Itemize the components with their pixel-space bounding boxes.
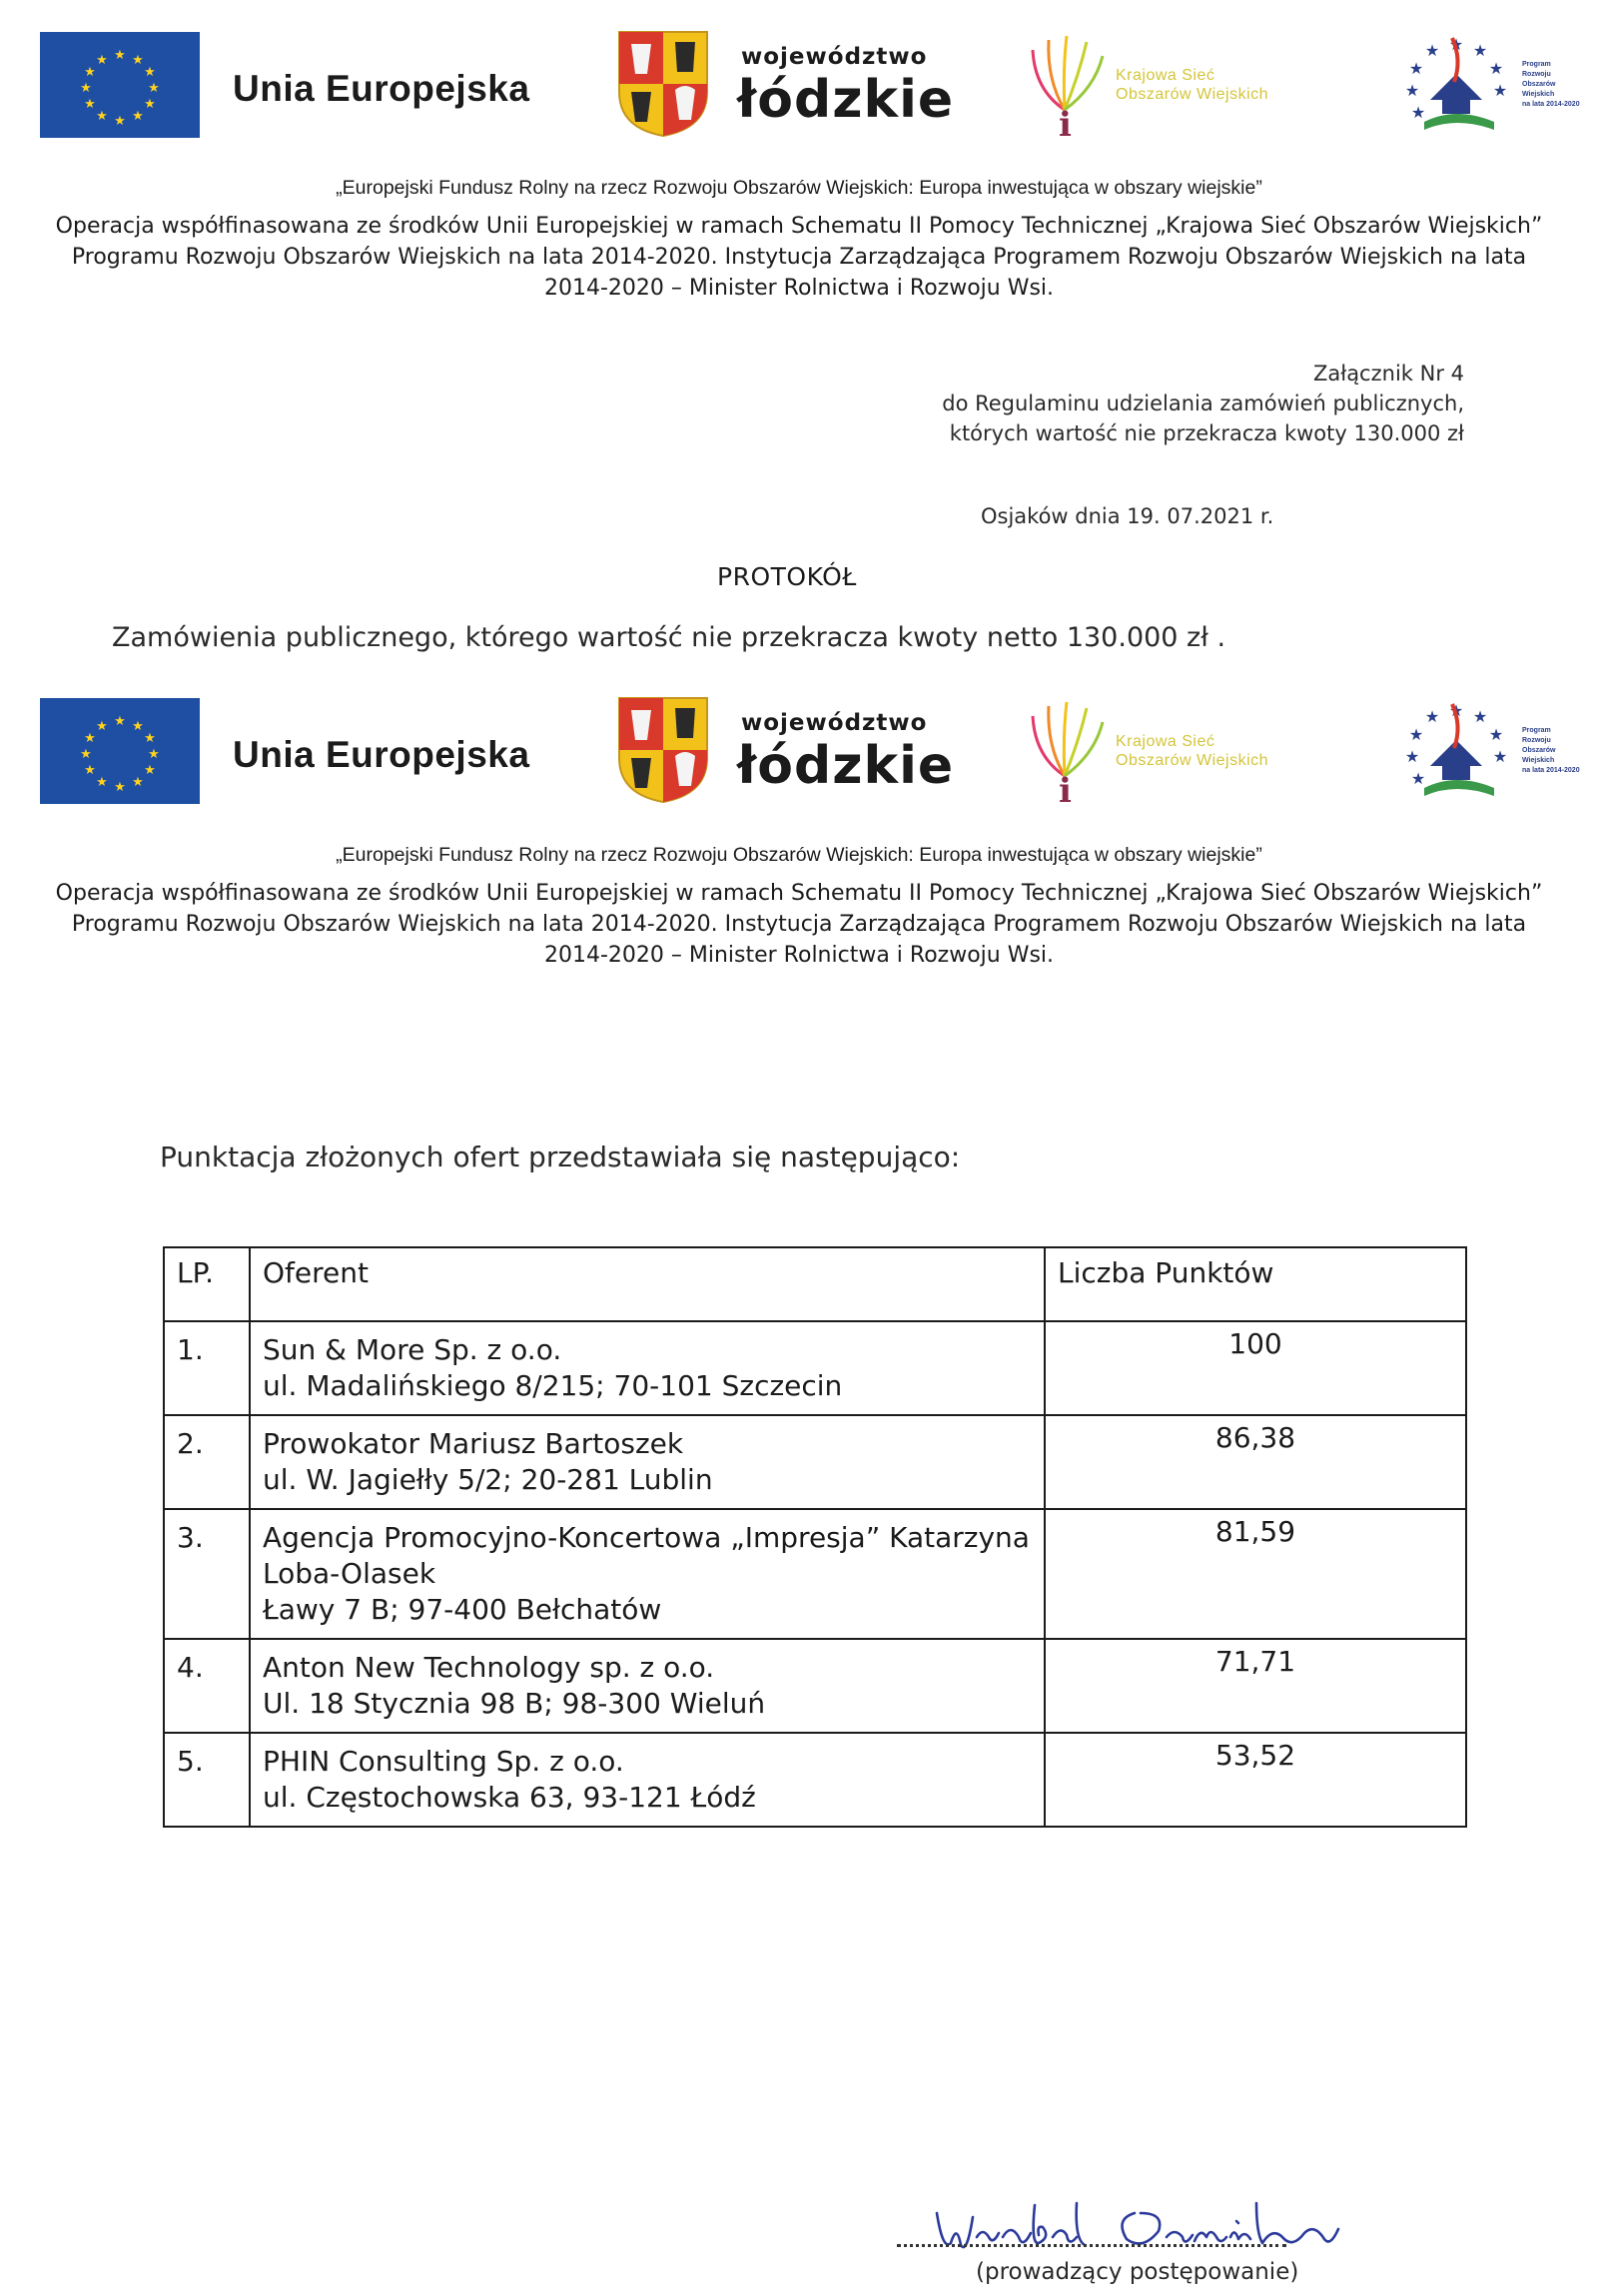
logo-strip-second xyxy=(0,696,1598,826)
row-lp: 1. xyxy=(164,1321,250,1415)
signature-line xyxy=(897,2244,1286,2247)
svg-text:★: ★ xyxy=(84,65,96,80)
svg-text:★: ★ xyxy=(144,65,156,80)
oferent-name-cont: Loba-Olasek xyxy=(263,1557,436,1590)
oferent-name: Prowokator Mariusz Bartoszek xyxy=(263,1427,684,1460)
oferent-name: PHIN Consulting Sp. z o.o. xyxy=(263,1745,624,1778)
row-points: 86,38 xyxy=(1045,1415,1466,1509)
oferent-address: Ławy 7 B; 97-400 Bełchatów xyxy=(263,1593,662,1626)
svg-text:★: ★ xyxy=(148,81,160,96)
svg-text:★: ★ xyxy=(1424,41,1440,60)
svg-text:★: ★ xyxy=(132,775,144,790)
svg-text:★: ★ xyxy=(1424,707,1440,726)
svg-text:★: ★ xyxy=(144,731,156,746)
place-date: Osjaków dnia 19. 07.2021 r. xyxy=(981,504,1274,528)
svg-text:★: ★ xyxy=(144,763,156,778)
svg-text:★: ★ xyxy=(84,731,96,746)
col-header-lp: LP. xyxy=(164,1247,250,1321)
oferent-name: Anton New Technology sp. z o.o. xyxy=(263,1651,715,1684)
svg-text:★: ★ xyxy=(84,97,96,112)
svg-text:★: ★ xyxy=(84,763,96,778)
table-row xyxy=(164,1415,1466,1509)
svg-text:★: ★ xyxy=(1404,81,1420,100)
svg-text:★: ★ xyxy=(132,109,144,124)
document-title: PROTOKÓŁ xyxy=(717,562,857,591)
svg-text:★: ★ xyxy=(1492,747,1508,766)
svg-text:★: ★ xyxy=(1448,701,1464,720)
row-oferent xyxy=(250,1321,1045,1415)
svg-text:★: ★ xyxy=(1408,725,1424,744)
annex-line-3: których wartość nie przekracza kwoty 130.000 zł xyxy=(949,421,1464,445)
region-small-label: województwo xyxy=(741,710,928,736)
svg-text:★: ★ xyxy=(96,775,108,790)
svg-text:★: ★ xyxy=(114,48,126,63)
svg-text:★: ★ xyxy=(114,780,126,795)
prow-label: Program Rozwoju Obszarów Wiejskich na lata 2014-2020 xyxy=(1522,727,1580,774)
col-header-oferent: Oferent xyxy=(250,1247,1045,1321)
row-points: 71,71 xyxy=(1045,1639,1466,1733)
offers-table xyxy=(163,1246,1467,1828)
annex-block xyxy=(942,359,1464,448)
ksow-label: Krajowa Sieć Obszarów Wiejskich xyxy=(1116,67,1269,103)
svg-text:★: ★ xyxy=(1404,747,1420,766)
svg-text:★: ★ xyxy=(1408,59,1424,78)
ksow-label: Krajowa Sieć Obszarów Wiejskich xyxy=(1116,733,1269,769)
svg-text:★: ★ xyxy=(1472,41,1488,60)
row-oferent xyxy=(250,1639,1045,1733)
svg-text:★: ★ xyxy=(80,81,92,96)
eu-flag-icon xyxy=(40,698,200,804)
prow-logo-icon xyxy=(1396,696,1516,808)
row-lp: 2. xyxy=(164,1415,250,1509)
svg-text:★: ★ xyxy=(1488,725,1504,744)
operation-statement: Operacja współfinasowana ze środków Unii Europejskiej w ramach Schematu II Pomocy Technicznej „Krajowa Sieć Obszarów Wiejskich” Programu Rozwoju Obszarów Wiejskich na lata 2014-2020. Instytucja Zarządzająca Programem Rozwoju Obszarów Wiejskich na lata 2014-2020 – Minister Rolnictwa i Rozwoju Wsi. xyxy=(55,214,1543,301)
fund-motto: „Europejski Fundusz Rolny na rzecz Rozwoju Obszarów Wiejskich: Europa inwestująca w obszary wiejskie” xyxy=(336,844,1262,866)
region-small-label: województwo xyxy=(741,44,928,70)
scoring-intro: Punktacja złożonych ofert przedstawiała się następująco: xyxy=(160,1141,961,1173)
col-header-points: Liczba Punktów xyxy=(1045,1247,1466,1321)
row-lp: 3. xyxy=(164,1509,250,1639)
oferent-address: ul. W. Jagiełły 5/2; 20-281 Lublin xyxy=(263,1463,713,1496)
svg-text:★: ★ xyxy=(132,719,144,734)
row-oferent xyxy=(250,1509,1045,1639)
svg-text:★: ★ xyxy=(80,747,92,762)
row-lp: 5. xyxy=(164,1733,250,1827)
svg-text:★: ★ xyxy=(1448,35,1464,54)
signature-caption: (prowadzący postępowanie) xyxy=(976,2259,1299,2285)
table-row xyxy=(164,1321,1466,1415)
row-points: 81,59 xyxy=(1045,1509,1466,1639)
lodzkie-crest-icon xyxy=(617,696,709,804)
lodzkie-crest-icon xyxy=(617,30,709,138)
svg-text:★: ★ xyxy=(96,53,108,68)
annex-line-1: Załącznik Nr 4 xyxy=(1312,362,1464,385)
handwritten-signature xyxy=(927,2193,1346,2263)
table-row xyxy=(164,1733,1466,1827)
svg-text:★: ★ xyxy=(144,97,156,112)
prow-label: Program Rozwoju Obszarów Wiejskich na lata 2014-2020 xyxy=(1522,61,1580,108)
eu-label: Unia Europejska xyxy=(233,68,530,109)
svg-text:★: ★ xyxy=(114,714,126,729)
svg-text:★: ★ xyxy=(132,53,144,68)
annex-line-2: do Regulaminu udzielania zamówień publicznych, xyxy=(942,391,1464,415)
row-lp: 4. xyxy=(164,1639,250,1733)
region-big-label: łódzkie xyxy=(737,736,955,796)
row-points: 100 xyxy=(1045,1321,1466,1415)
fund-motto: „Europejski Fundusz Rolny na rzecz Rozwoju Obszarów Wiejskich: Europa inwestująca w obszary wiejskie” xyxy=(336,177,1262,199)
oferent-address: Ul. 18 Stycznia 98 B; 98-300 Wieluń xyxy=(263,1687,766,1720)
eu-label: Unia Europejska xyxy=(233,734,530,775)
table-row xyxy=(164,1509,1466,1639)
svg-text:★: ★ xyxy=(148,747,160,762)
logo-strip-top xyxy=(0,30,1598,160)
eu-flag-icon xyxy=(40,32,200,138)
svg-text:★: ★ xyxy=(96,109,108,124)
svg-text:★: ★ xyxy=(1492,81,1508,100)
svg-text:★: ★ xyxy=(1410,103,1426,122)
svg-text:★: ★ xyxy=(114,114,126,129)
svg-text:★: ★ xyxy=(1472,707,1488,726)
oferent-address: ul. Madalińskiego 8/215; 70-101 Szczecin xyxy=(263,1369,843,1402)
table-row xyxy=(164,1639,1466,1733)
svg-text:★: ★ xyxy=(96,719,108,734)
table-header-row xyxy=(164,1247,1466,1321)
ksow-logo-icon xyxy=(1015,30,1115,140)
row-oferent xyxy=(250,1733,1045,1827)
document-subtitle: Zamówienia publicznego, którego wartość nie przekracza kwoty netto 130.000 zł . xyxy=(112,622,1226,653)
ksow-logo-icon xyxy=(1015,696,1115,806)
row-points: 53,52 xyxy=(1045,1733,1466,1827)
oferent-name: Sun & More Sp. z o.o. xyxy=(263,1333,562,1366)
svg-text:★: ★ xyxy=(1488,59,1504,78)
prow-logo-icon xyxy=(1396,30,1516,142)
region-big-label: łódzkie xyxy=(737,70,955,130)
row-oferent xyxy=(250,1415,1045,1509)
operation-statement: Operacja współfinasowana ze środków Unii Europejskiej w ramach Schematu II Pomocy Technicznej „Krajowa Sieć Obszarów Wiejskich” Programu Rozwoju Obszarów Wiejskich na lata 2014-2020. Instytucja Zarządzająca Programem Rozwoju Obszarów Wiejskich na lata 2014-2020 – Minister Rolnictwa i Rozwoju Wsi. xyxy=(55,881,1543,968)
svg-text:i: i xyxy=(1059,105,1072,140)
svg-text:i: i xyxy=(1059,771,1072,806)
oferent-address: ul. Częstochowska 63, 93-121 Łódź xyxy=(263,1781,756,1814)
svg-text:★: ★ xyxy=(1410,769,1426,788)
oferent-name: Agencja Promocyjno-Koncertowa „Impresja” Katarzyna xyxy=(263,1521,1030,1554)
